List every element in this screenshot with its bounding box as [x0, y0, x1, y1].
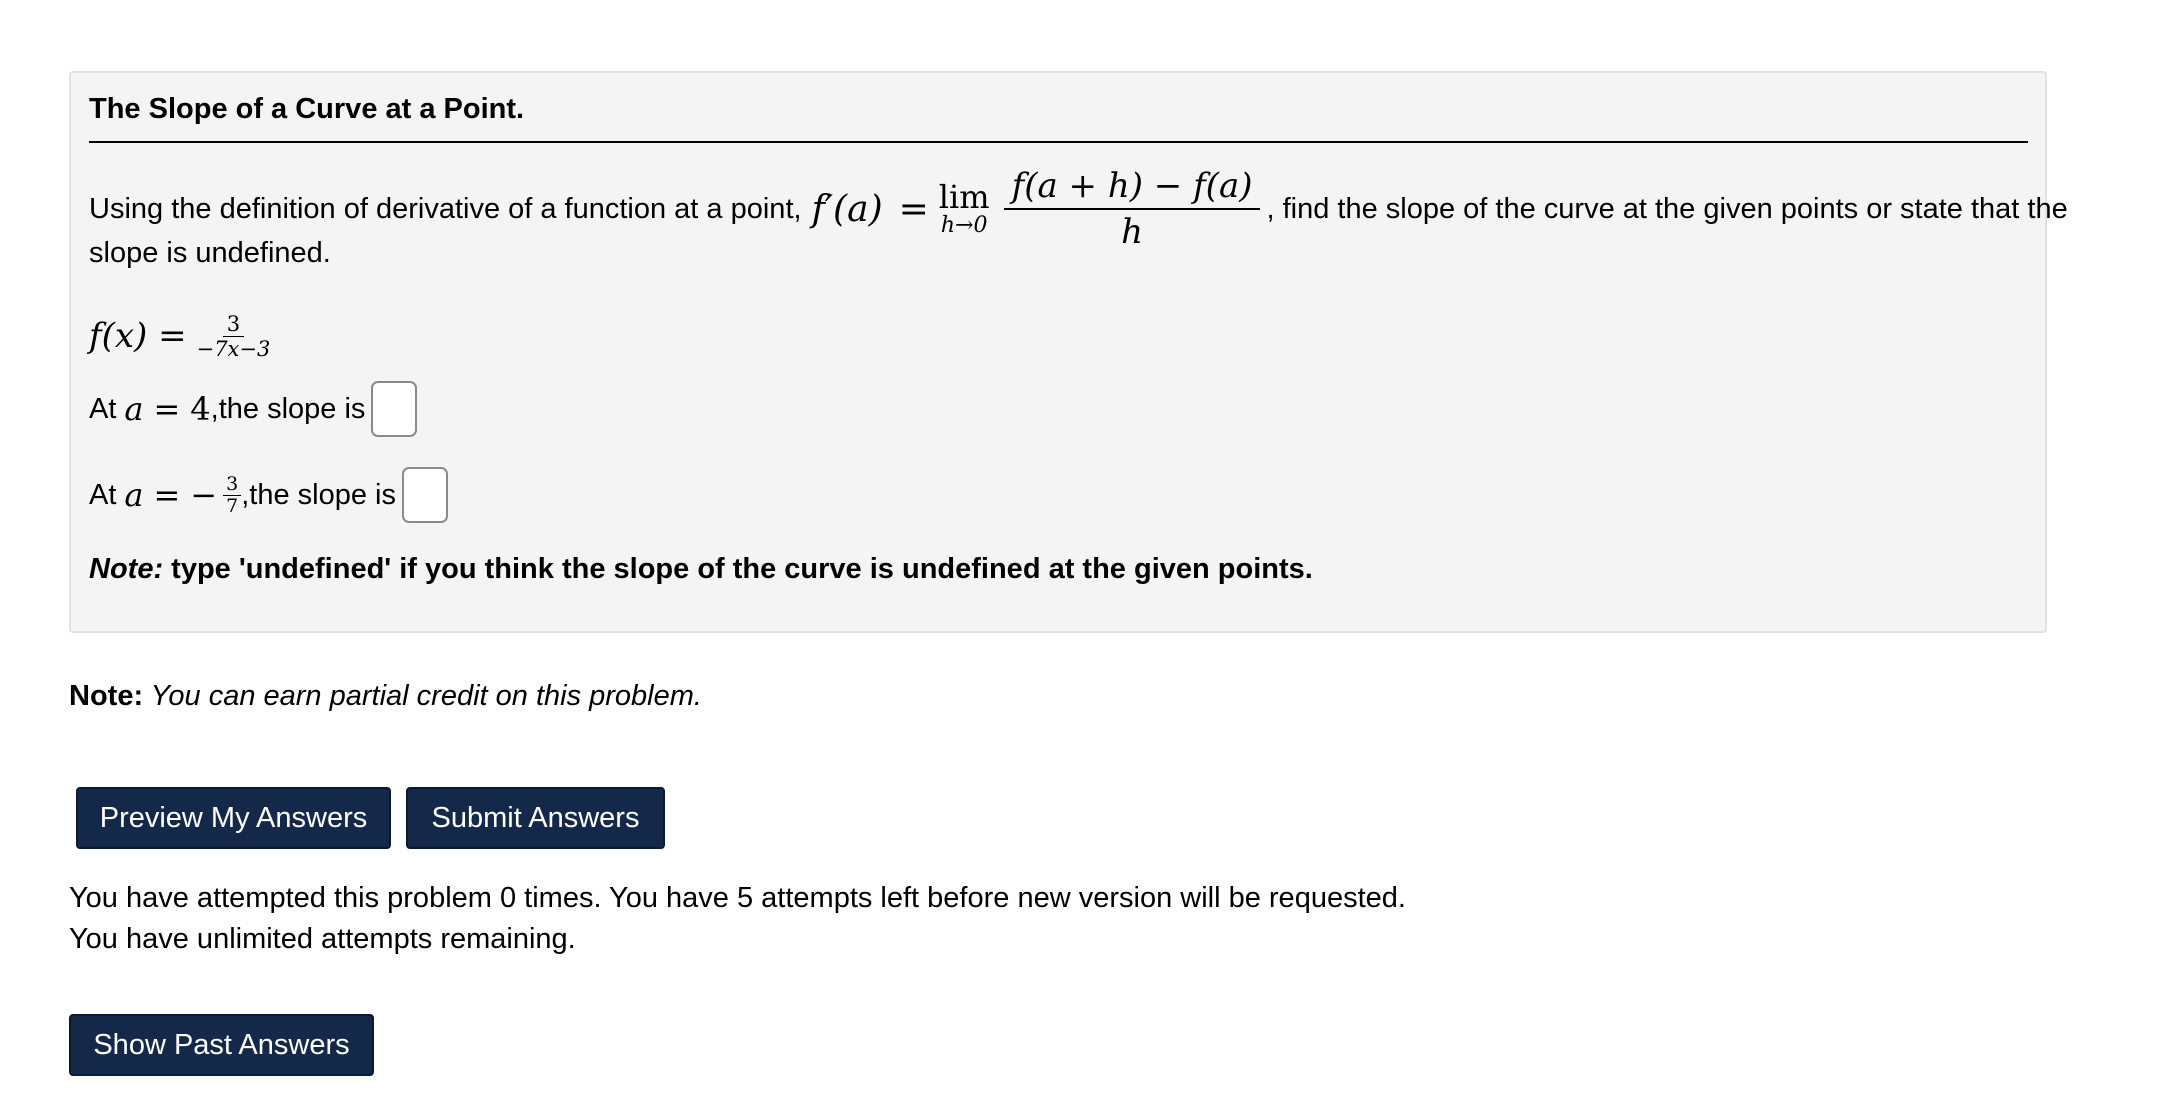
limit-operator	[939, 180, 990, 238]
show-past-answers-button[interactable]: Show Past Answers	[69, 1014, 374, 1076]
credit-note-label: Note:	[69, 680, 144, 712]
slope-prompt: ,the slope is	[241, 478, 396, 511]
submit-answers-button[interactable]: Submit Answers	[406, 787, 665, 849]
statement-line2: slope is undefined.	[89, 237, 331, 269]
function-lhs: f(x) =	[89, 316, 187, 356]
function-numerator: 3	[223, 312, 244, 337]
preview-answers-button[interactable]: Preview My Answers	[76, 787, 391, 849]
minus-sign: −	[190, 476, 218, 514]
point-row-1	[89, 379, 417, 439]
problem-statement	[89, 153, 2068, 265]
a-variable: a	[124, 390, 144, 428]
slope-answer-input-2[interactable]	[402, 467, 448, 523]
statement-continuation: , find the slope of the curve at the given points or state that the	[1266, 192, 2068, 225]
function-fraction	[197, 312, 271, 361]
problem-panel	[69, 71, 2068, 633]
a-value: 4	[190, 390, 211, 428]
problem-title: The Slope of a Curve at a Point.	[89, 93, 525, 125]
slope-prompt: ,the slope is	[210, 392, 366, 425]
attempts-line-1: You have attempted this problem 0 times. You have 5 attempts left before new version will be requested.	[69, 882, 1406, 914]
note-text: type 'undefined' if you think the slope of the curve is undefined at the given points.	[163, 553, 1313, 585]
attempts-line-2: You have unlimited attempts remaining.	[69, 923, 576, 955]
equals-sign: =	[153, 390, 181, 428]
a-value-fraction	[223, 474, 241, 517]
quotient-numerator: f(a + h) − f(a)	[1004, 164, 1261, 210]
function-definition	[89, 299, 270, 373]
title-divider	[89, 141, 2028, 143]
a-variable: a	[124, 476, 144, 514]
equals-sign: =	[898, 188, 929, 230]
a-value-denominator: 7	[226, 494, 239, 517]
credit-note-text: You can earn partial credit on this problem.	[143, 680, 702, 712]
statement-intro: Using the definition of derivative of a function at a point,	[89, 192, 802, 225]
at-label: At	[89, 478, 117, 511]
limit-word: lim	[938, 178, 990, 216]
point-row-2	[89, 465, 448, 525]
slope-answer-input-1[interactable]	[371, 381, 417, 437]
quotient-denominator: h	[1121, 212, 1143, 252]
attempts-info	[69, 878, 1406, 960]
at-label: At	[89, 392, 117, 425]
function-denominator: −7x−3	[196, 336, 271, 361]
a-value-numerator: 3	[223, 474, 241, 496]
limit-subscript: h→0	[940, 213, 988, 238]
difference-quotient	[1004, 164, 1261, 254]
note-label: Note:	[89, 553, 164, 585]
partial-credit-note	[69, 680, 702, 713]
undefined-note	[89, 553, 1313, 586]
equals-sign: =	[153, 476, 181, 514]
derivative-symbol: f′(a)	[811, 188, 883, 230]
